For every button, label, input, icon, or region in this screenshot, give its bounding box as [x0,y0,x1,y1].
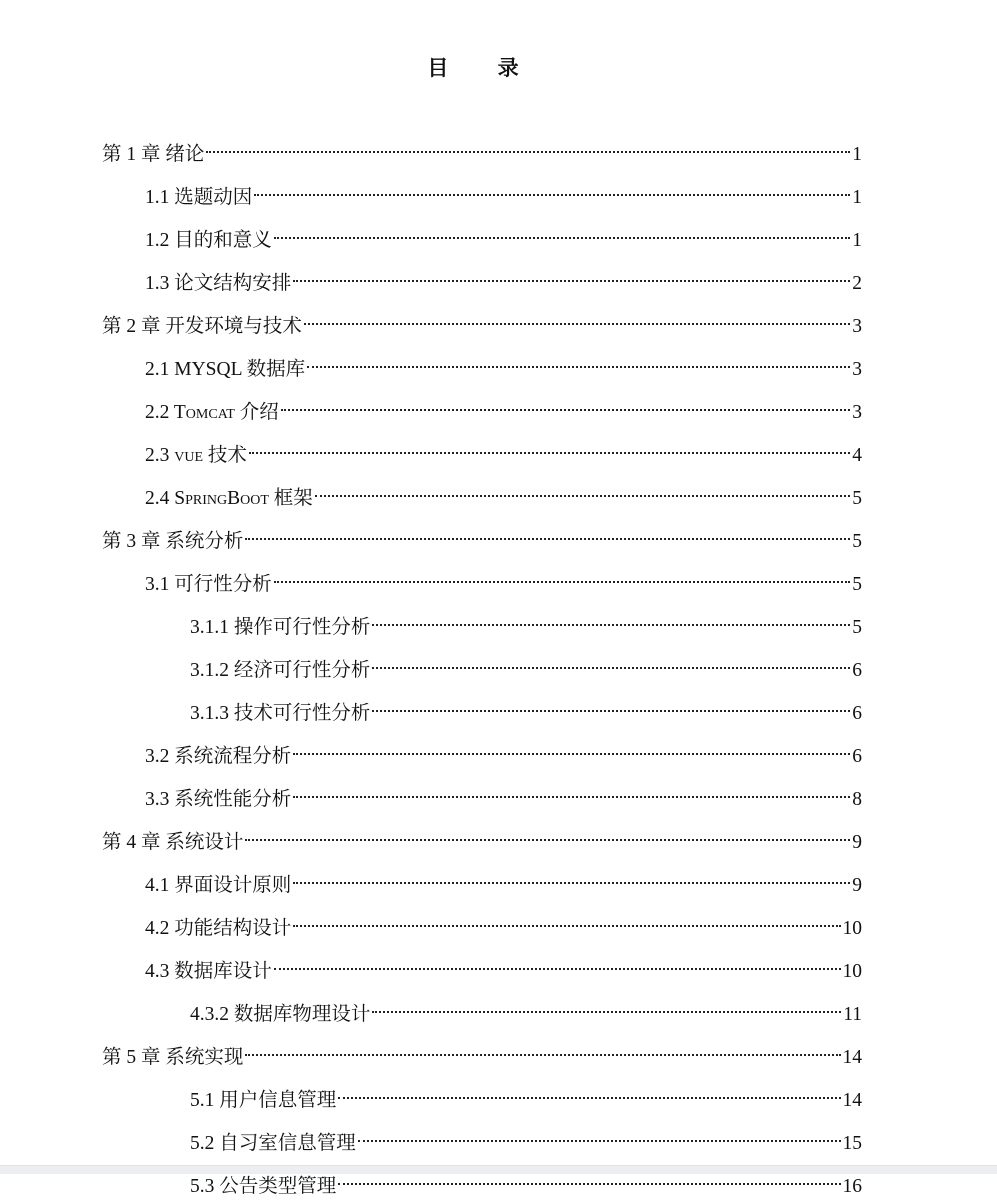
dot-leader [293,259,850,289]
toc-entry-label: 1.3 论文结构安排 [145,273,292,294]
toc-entry-label: 第 4 章 系统设计 [102,832,244,853]
dot-leader [245,1033,840,1063]
toc-entry-page: 11 [843,1004,862,1025]
toc-entry-label: 4.1 界面设计原则 [145,875,292,896]
toc-entry[interactable] [190,1119,862,1154]
toc-entry-label: 4.2 功能结构设计 [145,918,292,939]
toc-entry[interactable] [190,990,862,1025]
dot-leader [274,216,850,246]
toc-entry-page: 2 [852,273,862,294]
dot-leader [315,474,850,504]
toc-entry-label: 3.1.1 操作可行性分析 [190,617,371,638]
toc-entry-page: 8 [852,789,862,810]
toc-entry[interactable] [145,216,862,251]
toc-entry-label: 5.2 自习室信息管理 [190,1133,356,1154]
dot-leader [281,388,851,418]
toc-entry[interactable] [102,130,862,165]
toc-entry-page: 5 [852,574,862,595]
toc-entry-page: 5 [852,617,862,638]
toc-entry[interactable] [102,818,862,853]
dot-leader [372,646,850,676]
dot-leader [254,173,850,203]
toc-entry[interactable] [190,1076,862,1111]
toc-entry[interactable] [145,345,862,380]
toc-entry-page: 6 [852,660,862,681]
dot-leader [338,1076,840,1106]
dot-leader [372,689,850,719]
toc-entry[interactable] [145,947,862,982]
toc-entry-label: 3.1 可行性分析 [145,574,272,595]
toc-entry-page: 4 [852,445,862,466]
toc-entry-page: 14 [842,1090,862,1111]
toc-entry-page: 5 [852,488,862,509]
toc-entry-page: 3 [852,316,862,337]
dot-leader [274,560,850,590]
toc-entry-page: 1 [852,187,862,208]
dot-leader [249,431,850,461]
toc-entry-label: 2.4 SpringBoot 框架 [145,488,313,509]
dot-leader [293,904,840,934]
toc-entry[interactable] [102,1033,862,1068]
toc-entry-label: 5.3 公告类型管理 [190,1176,337,1197]
dot-leader [304,302,850,332]
dot-leader [372,990,841,1020]
toc-entry-label: 第 2 章 开发环境与技术 [102,316,302,337]
toc-entry-label: 4.3 数据库设计 [145,961,272,982]
dot-leader [245,517,850,547]
toc-entry-page: 6 [852,746,862,767]
dot-leader [206,130,850,160]
toc-entry[interactable] [190,646,862,681]
toc-entry-page: 15 [842,1133,862,1154]
toc-entry-label: 5.1 用户信息管理 [190,1090,337,1111]
toc-entry[interactable] [190,603,862,638]
toc-entry[interactable] [145,474,862,509]
dot-leader [274,947,841,977]
toc-entry[interactable] [190,689,862,724]
toc-entry-page: 9 [852,875,862,896]
toc-entry-page: 1 [852,230,862,251]
toc-entry[interactable] [145,259,862,294]
toc-entry-page: 10 [842,918,862,939]
toc-entry-page: 3 [852,402,862,423]
dot-leader [358,1119,841,1149]
toc-entry[interactable] [102,302,862,337]
dot-leader [372,603,850,633]
toc-entry[interactable] [145,732,862,767]
toc-entry[interactable] [145,861,862,896]
toc-entry-page: 16 [842,1176,862,1197]
toc-entry-page: 3 [852,359,862,380]
toc-entry-label: 1.1 选题动因 [145,187,253,208]
dot-leader [293,775,850,805]
toc-entry[interactable] [145,173,862,208]
toc-entry-page: 9 [852,832,862,853]
toc-entry-label: 2.2 Tomcat 介绍 [145,402,279,423]
toc-entry-label: 2.1 MYSQL 数据库 [145,359,306,380]
toc-entry-page: 10 [842,961,862,982]
toc-entry-label: 4.3.2 数据库物理设计 [190,1004,371,1025]
dot-leader [293,732,850,762]
toc-entry-label: 3.2 系统流程分析 [145,746,292,767]
dot-leader [245,818,850,848]
toc-entry-label: 2.3 vue 技术 [145,445,247,466]
toc-entry[interactable] [145,388,862,423]
toc-entry-label: 3.1.2 经济可行性分析 [190,660,371,681]
dot-leader [293,861,850,891]
toc-entry[interactable] [102,517,862,552]
toc-entry[interactable] [145,775,862,810]
toc-entry-label: 第 5 章 系统实现 [102,1047,244,1068]
toc-entry-page: 1 [852,144,862,165]
toc-entry-label: 3.1.3 技术可行性分析 [190,703,371,724]
toc-entry[interactable] [145,431,862,466]
toc-entry-page: 6 [852,703,862,724]
toc-entry[interactable] [145,904,862,939]
toc-entry-page: 5 [852,531,862,552]
toc-entry-label: 第 3 章 系统分析 [102,531,244,552]
toc-entry-page: 14 [842,1047,862,1068]
toc-title: 目 录 [427,56,541,80]
dot-leader [307,345,850,375]
toc-entry-label: 3.3 系统性能分析 [145,789,292,810]
toc-entry[interactable] [145,560,862,595]
toc-entry-label: 第 1 章 绪论 [102,144,205,165]
toc-entry-label: 1.2 目的和意义 [145,230,272,251]
